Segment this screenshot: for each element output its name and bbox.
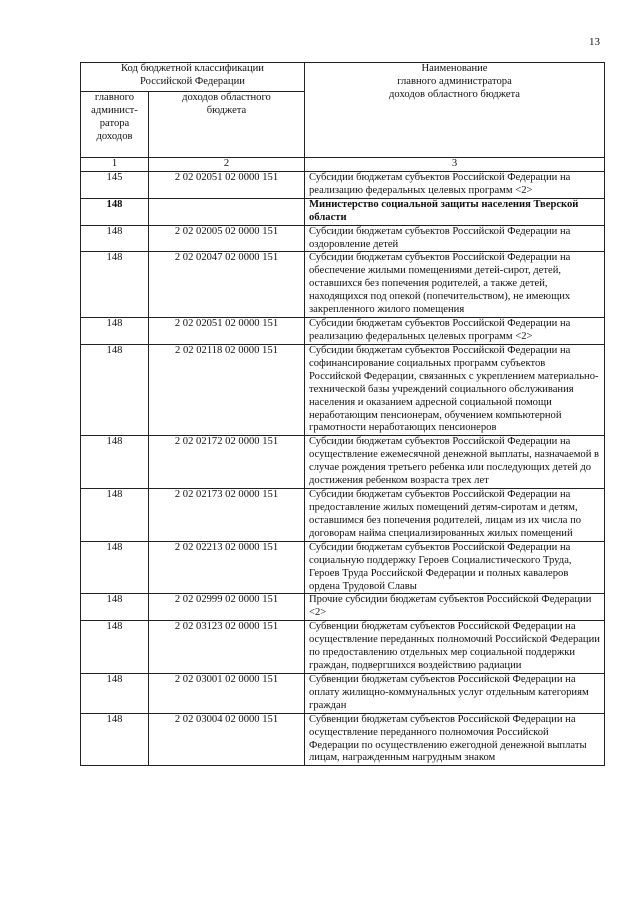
column-number-1: 1 xyxy=(81,158,149,172)
table-row xyxy=(81,225,605,252)
admin-code-cell: 148 xyxy=(81,436,149,489)
table-row xyxy=(81,621,605,674)
table-row xyxy=(81,344,605,435)
administrator-name-cell: Субсидии бюджетам субъектов Российской Федерации на обеспечение жилыми помещениями детей-сирот, детей, оставшихся без попечения родителей, а также детей, находящихся под опекой (попечительством), не имеющих закрепленного жилого помещения xyxy=(305,252,605,318)
budget-classification-table xyxy=(80,62,605,766)
revenue-code-cell: 2 02 03004 02 0000 151 xyxy=(149,713,305,766)
table-header xyxy=(81,63,605,172)
table-body xyxy=(81,171,605,765)
revenue-code-cell: 2 02 02005 02 0000 151 xyxy=(149,225,305,252)
revenue-code-cell xyxy=(149,198,305,225)
revenue-code-cell: 2 02 03001 02 0000 151 xyxy=(149,673,305,713)
admin-code-cell: 148 xyxy=(81,344,149,435)
table-row xyxy=(81,436,605,489)
revenue-code-cell: 2 02 02999 02 0000 151 xyxy=(149,594,305,621)
admin-code-cell: 148 xyxy=(81,198,149,225)
administrator-name-cell: Министерство социальной защиты населения Тверской области xyxy=(305,198,605,225)
administrator-name-cell: Субсидии бюджетам субъектов Российской Федерации на реализацию федеральных целевых программ <2> xyxy=(305,171,605,198)
administrator-name-cell: Субвенции бюджетам субъектов Российской Федерации на осуществление переданных полномочий Российской Федерации по предоставлению отдельных мер социальной поддержки граждан, подвергшихся воздействию радиации xyxy=(305,621,605,674)
revenue-code-cell: 2 02 02118 02 0000 151 xyxy=(149,344,305,435)
admin-code-cell: 148 xyxy=(81,541,149,594)
revenue-code-cell: 2 02 02213 02 0000 151 xyxy=(149,541,305,594)
table-row xyxy=(81,541,605,594)
administrator-name-cell: Субсидии бюджетам субъектов Российской Федерации на реализацию федеральных целевых программ <2> xyxy=(305,318,605,345)
table-row xyxy=(81,318,605,345)
table-row xyxy=(81,198,605,225)
administrator-name-cell: Субсидии бюджетам субъектов Российской Федерации на осуществление ежемесячной денежной выплаты, назначаемой в случае рождения третьего ребенка или последующих детей до достижения ребенком возраста трех лет xyxy=(305,436,605,489)
table-row xyxy=(81,594,605,621)
table-row xyxy=(81,673,605,713)
admin-code-cell: 148 xyxy=(81,252,149,318)
revenue-column-header: доходов областного бюджета xyxy=(149,92,305,158)
revenue-code-cell: 2 02 02172 02 0000 151 xyxy=(149,436,305,489)
admin-code-cell: 148 xyxy=(81,594,149,621)
administrator-name-cell: Субсидии бюджетам субъектов Российской Федерации на предоставление жилых помещений детям-сиротам и детям, оставшимся без попечения родителей, лицам из их числа по договорам найма специализированных жилых помещений xyxy=(305,489,605,542)
table-row xyxy=(81,252,605,318)
column-number-3: 3 xyxy=(305,158,605,172)
revenue-code-cell: 2 02 02051 02 0000 151 xyxy=(149,171,305,198)
administrator-name-cell: Субвенции бюджетам субъектов Российской Федерации на осуществление переданного полномочия Российской Федерации по осуществлению ежегодной денежной выплаты лицам, награжденным нагрудным знаком xyxy=(305,713,605,766)
page-number: 13 xyxy=(589,36,600,48)
table-row xyxy=(81,171,605,198)
name-column-header: Наименование главного администратора доходов областного бюджета xyxy=(305,63,605,158)
admin-code-cell: 148 xyxy=(81,713,149,766)
administrator-name-cell: Субсидии бюджетам субъектов Российской Федерации на оздоровление детей xyxy=(305,225,605,252)
budget-code-header: Код бюджетной классификации Российской Федерации xyxy=(81,63,305,92)
revenue-code-cell: 2 02 02047 02 0000 151 xyxy=(149,252,305,318)
revenue-code-cell: 2 02 02173 02 0000 151 xyxy=(149,489,305,542)
admin-code-cell: 148 xyxy=(81,225,149,252)
table-row xyxy=(81,713,605,766)
admin-code-cell: 148 xyxy=(81,489,149,542)
administrator-name-cell: Прочие субсидии бюджетам субъектов Российской Федерации <2> xyxy=(305,594,605,621)
administrator-name-cell: Субвенции бюджетам субъектов Российской Федерации на оплату жилищно-коммунальных услуг отдельным категориям граждан xyxy=(305,673,605,713)
column-number-2: 2 xyxy=(149,158,305,172)
admin-column-header: главного админист- ратора доходов xyxy=(81,92,149,158)
administrator-name-cell: Субсидии бюджетам субъектов Российской Федерации на софинансирование социальных программ субъектов Российской Федерации, связанных с укреплением материально-технической базы учреждений социального обслуживания населения и оказанием адресной социальной помощи неработающим пенсионерам, обучением компьютерной грамотности неработающих пенсионеров xyxy=(305,344,605,435)
admin-code-cell: 148 xyxy=(81,621,149,674)
admin-code-cell: 145 xyxy=(81,171,149,198)
administrator-name-cell: Субсидии бюджетам субъектов Российской Федерации на социальную поддержку Героев Социалистического Труда, Героев Труда Российской Федерации и полных кавалеров ордена Трудовой Славы xyxy=(305,541,605,594)
admin-code-cell: 148 xyxy=(81,318,149,345)
table-row xyxy=(81,489,605,542)
admin-code-cell: 148 xyxy=(81,673,149,713)
revenue-code-cell: 2 02 03123 02 0000 151 xyxy=(149,621,305,674)
revenue-code-cell: 2 02 02051 02 0000 151 xyxy=(149,318,305,345)
